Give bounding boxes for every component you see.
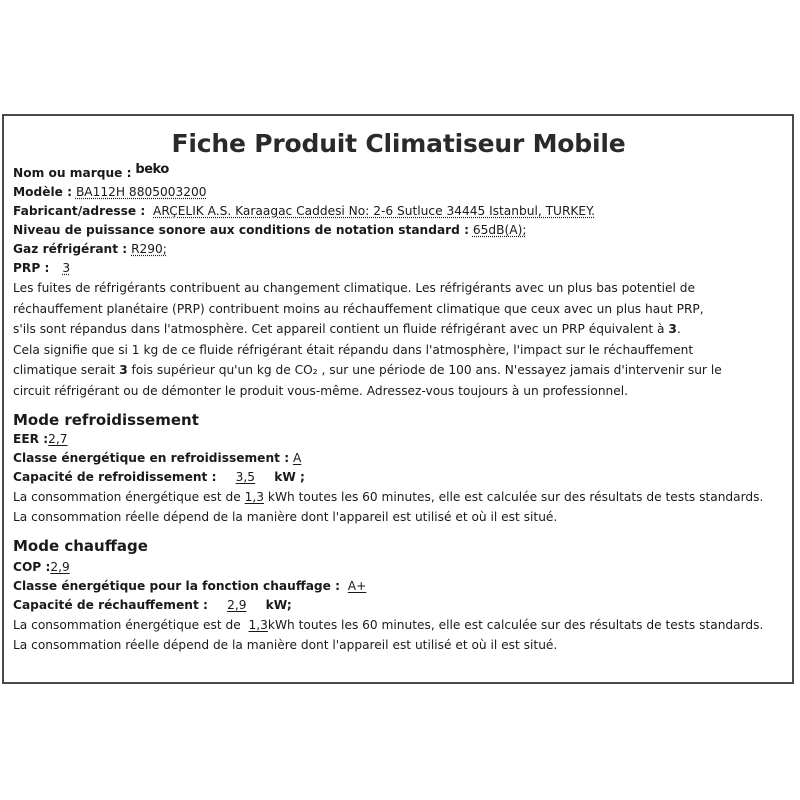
- gwp-line-5-text-a: climatique serait: [13, 363, 120, 378]
- cooling-capacity-label: Capacité de refroidissement :: [13, 469, 217, 484]
- gwp-row: [13, 259, 784, 278]
- cooling-capacity-row: [13, 468, 784, 487]
- brand-label: Nom ou marque :: [13, 166, 132, 180]
- cop-row: [13, 558, 784, 577]
- refrigerant-row: [13, 240, 784, 259]
- refrigerant-value: R290;: [131, 242, 167, 256]
- heating-class-value: A+: [347, 578, 367, 593]
- cooling-capacity-value: 3,5: [235, 469, 256, 484]
- cooling-cons-text-a: La consommation énergétique est de: [13, 489, 245, 504]
- gwp-line-5-value: 3: [119, 363, 128, 378]
- model-label: Modèle :: [13, 185, 73, 199]
- manufacturer-value: ARÇELIK A.S. Karaagac Caddesi No: 2-6 Sutluce 34445 Istanbul, TURKEY.: [153, 204, 595, 218]
- gwp-line-2: réchauffement planétaire (PRP) contribuent moins au réchauffement climatique que ceux avec un plus haut PRP,: [13, 301, 704, 316]
- gwp-paragraph: [13, 278, 784, 402]
- cooling-consumption-line-1: [13, 487, 784, 508]
- heating-heading: Mode chauffage: [13, 536, 148, 555]
- gwp-line-3-text: s'ils sont répandus dans l'atmosphère. Cet appareil contient un fluide réfrigérant avec un PRP équivalent à: [13, 322, 669, 337]
- cooling-consumption-line-2: La consommation réelle dépend de la manière dont l'appareil est utilisé et où il est situé.: [13, 510, 558, 525]
- gwp-line-1: Les fuites de réfrigérants contribuent au changement climatique. Les réfrigérants avec un plus bas potentiel de: [13, 281, 696, 295]
- sheet-title: Fiche Produit Climatiseur Mobile: [171, 129, 626, 158]
- sound-label: Niveau de puissance sonore aux conditions de notation standard :: [13, 223, 470, 237]
- heating-capacity-unit: kW;: [265, 597, 292, 612]
- product-sheet: [2, 114, 794, 684]
- gwp-line-5: [13, 360, 784, 381]
- heating-consumption-line-2: La consommation réelle dépend de la manière dont l'appareil est utilisé et où il est situé.: [13, 638, 558, 653]
- gwp-value: 3: [62, 261, 71, 275]
- sound-value: 65dB(A);: [472, 223, 527, 237]
- cooling-cons-value: 1,3: [244, 489, 265, 504]
- brand-logo: beko: [135, 162, 169, 177]
- heating-capacity-value: 2,9: [227, 597, 247, 612]
- heating-cons-text-b: kWh toutes les 60 minutes, elle est calculée sur des résultats de tests standards.: [267, 617, 764, 632]
- model-row: [13, 183, 784, 202]
- cooling-class-value: A: [292, 450, 302, 465]
- manufacturer-row: [13, 202, 784, 221]
- sound-row: [13, 221, 784, 240]
- refrigerant-label: Gaz réfrigérant :: [13, 242, 128, 256]
- eer-value: 2,7: [48, 431, 68, 446]
- gwp-line-4: Cela signifie que si 1 kg de ce fluide réfrigérant était répandu dans l'atmosphère, l'impact sur le réchauffement: [13, 342, 694, 357]
- cooling-heading: Mode refroidissement: [13, 410, 199, 429]
- gwp-label: PRP :: [13, 261, 50, 275]
- gwp-line-6: circuit réfrigérant ou de démonter le produit vous-même. Adressez-vous toujours à un professionnel.: [13, 383, 629, 398]
- heating-cons-text-a: La consommation énergétique est de: [13, 617, 245, 632]
- heating-capacity-label: Capacité de réchauffement :: [13, 597, 208, 612]
- heating-class-label: Classe énergétique pour la fonction chauffage :: [13, 578, 341, 593]
- heating-class-row: [13, 577, 784, 596]
- brand-row: [13, 164, 784, 183]
- cooling-class-label: Classe énergétique en refroidissement :: [13, 450, 290, 465]
- eer-row: [13, 430, 784, 449]
- model-value: BA112H 8805003200: [75, 185, 207, 199]
- cooling-capacity-unit: kW ;: [274, 469, 305, 484]
- gwp-line-3-value: 3: [668, 322, 677, 337]
- eer-label: EER :: [13, 431, 49, 446]
- cop-value: 2,9: [50, 559, 70, 574]
- cooling-consumption: [13, 487, 784, 528]
- heating-consumption-line-1: [13, 615, 784, 636]
- heating-consumption: [13, 615, 784, 656]
- gwp-line-3: s'ils sont répandus dans l'atmosphère. Cet appareil contient un fluide réfrigérant avec un PRP équivalent à 3.: [13, 322, 681, 337]
- heating-cons-value: 1,3: [248, 617, 268, 632]
- manufacturer-label: Fabricant/adresse :: [13, 204, 146, 218]
- cooling-class-row: [13, 449, 784, 468]
- heating-capacity-row: [13, 596, 784, 615]
- gwp-line-5-text-b: fois supérieur qu'un kg de CO₂ , sur une période de 100 ans. N'essayez jamais d'intervenir sur le: [127, 363, 722, 378]
- cooling-cons-text-b: kWh toutes les 60 minutes, elle est calculée sur des résultats de tests standards.: [267, 489, 764, 504]
- cop-label: COP :: [13, 559, 51, 574]
